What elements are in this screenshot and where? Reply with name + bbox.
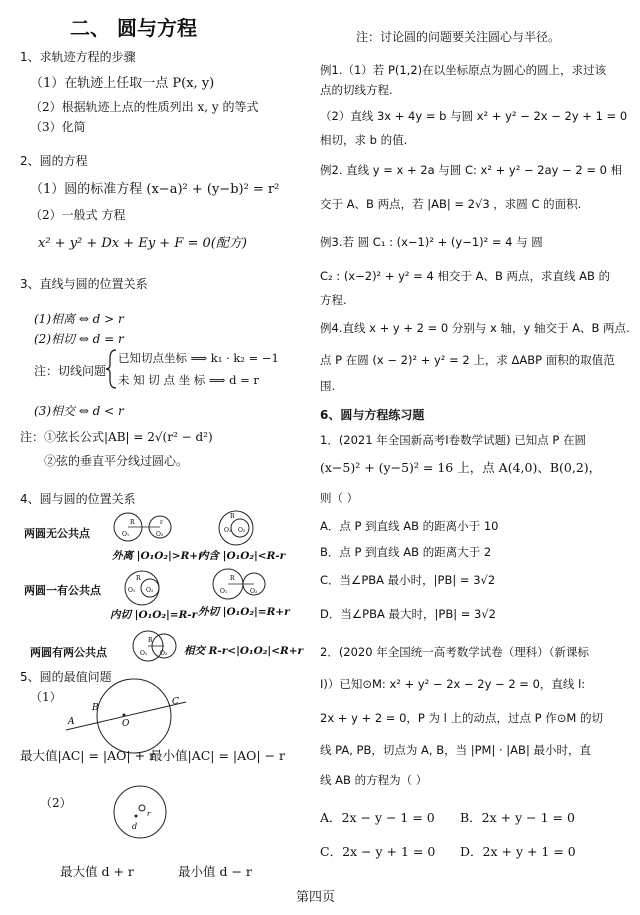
- example2-line2: 交于 A、B 两点，若 |AB| = 2√3 ，求圆 C 的面积.: [320, 197, 582, 211]
- intersecting-circles-diagram: [128, 628, 184, 664]
- brace-icon: [104, 348, 118, 390]
- s4-two-common-label: 两圆有两公共点: [30, 646, 107, 659]
- svg-text:R: R: [148, 637, 153, 644]
- s4-contain: 内含 |O₁O₂|<R-r: [198, 550, 286, 562]
- s3-perp-bisector: ②弦的垂直平分线过圆心。: [44, 454, 189, 468]
- section-title: 二、 圆与方程: [70, 16, 197, 40]
- s1-step1: （1）在轨迹上任取一点 P(x, y): [30, 76, 215, 91]
- s6-heading: 6、圆与方程练习题: [320, 408, 425, 422]
- svg-text:O₂: O₂: [238, 527, 246, 534]
- s2-general-label: （2）一般式 方程: [30, 208, 126, 222]
- svg-text:C: C: [172, 697, 179, 707]
- s3-separate: (1)相离 ⇔ d > r: [34, 312, 124, 326]
- q2-option-d: D．2x + y + 1 = 0: [460, 844, 576, 859]
- s5-min2: 最小值 d − r: [178, 864, 252, 879]
- q1-line3: 则（ ）: [320, 491, 359, 505]
- s5-part1: （1）: [30, 690, 62, 704]
- left-column: [0, 0, 318, 915]
- svg-text:O₂: O₂: [156, 531, 164, 538]
- s5-max2: 最大值 d + r: [60, 864, 134, 879]
- q2-line3: 2x + y + 2 = 0，P 为 l 上的动点，过点 P 作⊙M 的切: [320, 711, 603, 725]
- s4-intersect: 相交 R-r<|O₁O₂|<R+r: [184, 645, 304, 657]
- q2-line4: 线 PA, PB，切点为 A, B，当 |PM| · |AB| 最小时，直: [320, 743, 591, 757]
- example1-line2: 点的切线方程.: [320, 83, 393, 97]
- s4-separate: 外离 |O₁O₂|>R+r: [112, 550, 204, 562]
- q1-line2: (x−5)² + (y−5)² = 16 上，点 A(4,0)、B(0,2)，: [320, 460, 602, 475]
- svg-text:O₂: O₂: [250, 588, 258, 595]
- q1-option-d: D．当∠PBA 最大时，|PB| = 3√2: [320, 607, 496, 621]
- svg-text:O₁: O₁: [122, 531, 130, 538]
- svg-text:B: B: [92, 703, 99, 713]
- s3-case-known: 已知切点坐标 ⟹ k₁ · k₂ = −1: [118, 351, 279, 365]
- q1-option-b: B．点 P 到直线 AB 的距离大于 2: [320, 545, 492, 559]
- s4-external-tangent: 外切 |O₁O₂|=R+r: [198, 606, 290, 618]
- q2-option-c: C．2x − y + 1 = 0: [320, 844, 436, 859]
- s1-step3: （3）化简: [30, 120, 86, 134]
- s5-min1: 最小值|AC| = |AO| − r: [150, 748, 286, 763]
- q2-line5: 线 AB 的方程为（ ）: [320, 773, 428, 787]
- example4-line1: 例4.直线 x + y + 2 = 0 分别与 x 轴，y 轴交于 A、B 两点.: [320, 321, 630, 335]
- s2-general-eq: x² + y² + Dx + Ey + F = 0(配方): [38, 236, 247, 251]
- contained-circles-diagram: [212, 508, 262, 548]
- svg-text:O₁: O₁: [224, 527, 232, 534]
- q2-line1: 2．(2020 年全国统一高考数学试卷（理科）（新课标: [320, 645, 589, 659]
- svg-text:r: r: [160, 519, 163, 526]
- svg-text:O₁: O₁: [220, 588, 228, 595]
- s3-chord-formula: 注：①弦长公式|AB| = 2√(r² − d²): [20, 430, 213, 444]
- s4-heading: 4、圆与圆的位置关系: [20, 492, 136, 506]
- s3-tangent: (2)相切 ⇔ d = r: [34, 332, 124, 346]
- svg-text:d: d: [132, 822, 138, 831]
- svg-text:r: r: [147, 810, 151, 818]
- s1-step2: （2）根据轨迹上点的性质列出 x, y 的等式: [30, 100, 259, 114]
- example2-line1: 例2. 直线 y = x + 2a 与圆 C: x² + y² − 2ay − 2 = 0 相: [320, 163, 623, 177]
- s3-case-unknown: 未 知 切 点 坐 标 ⟹ d = r: [118, 373, 259, 387]
- right-column: [318, 0, 640, 915]
- example1-line3: （2）直线 3x + 4y = b 与圆 x² + y² − 2x − 2y + 1 = 0: [320, 109, 628, 123]
- q1-option-c: C．当∠PBA 最小时，|PB| = 3√2: [320, 573, 496, 587]
- svg-text:R: R: [136, 575, 141, 582]
- page-number: 第四页: [296, 890, 336, 905]
- example1-line4: 相切，求 b 的值.: [320, 133, 408, 147]
- example1-line1: 例1.（1）若 P(1,2)在以坐标原点为圆心的圆上，求过该: [320, 63, 607, 77]
- s3-intersect: (3)相交 ⇔ d < r: [34, 404, 124, 418]
- s4-one-common-label: 两圆一有公共点: [24, 584, 101, 597]
- s4-internal-tangent: 内切 |O₁O₂|=R-r: [110, 609, 198, 621]
- s1-heading: 1、求轨迹方程的步骤: [20, 50, 136, 64]
- svg-text:O₂: O₂: [146, 587, 154, 594]
- s2-standard: （1）圆的标准方程 (x−a)² + (y−b)² = r²: [30, 182, 280, 197]
- point-circle-diagram: [110, 782, 170, 842]
- q2-option-a: A．2x − y − 1 = 0: [320, 810, 435, 825]
- svg-text:O₁: O₁: [140, 650, 148, 657]
- s5-heading: 5、圆的最值问题: [20, 670, 112, 684]
- example3-line1: 例3.若 圆 C₁ : (x−1)² + (y−1)² = 4 与 圆: [320, 235, 543, 249]
- example4-line2: 点 P 在圆 (x − 2)² + y² = 2 上，求 ΔABP 面积的取值范: [320, 353, 615, 367]
- svg-text:A: A: [68, 717, 75, 727]
- example4-line3: 围.: [320, 379, 336, 393]
- svg-text:R: R: [230, 575, 235, 582]
- q2-option-b: B．2x + y − 1 = 0: [460, 810, 575, 825]
- note-top: 注：讨论圆的问题要关注圆心与半径。: [356, 30, 561, 44]
- svg-text:O₁: O₁: [128, 587, 136, 594]
- q1-line1: 1．(2021 年全国新高考Ⅰ卷数学试题) 已知点 P 在圆: [320, 433, 587, 447]
- s2-heading: 2、圆的方程: [20, 154, 88, 168]
- svg-text:R: R: [130, 519, 135, 526]
- s5-part2: （2）: [40, 796, 72, 810]
- line-circle-max-min-diagram: [60, 676, 200, 754]
- external-tangent-diagram: [208, 566, 274, 602]
- svg-text:O: O: [122, 719, 130, 729]
- svg-text:O₂: O₂: [160, 650, 168, 657]
- svg-text:R: R: [230, 513, 235, 520]
- s3-note-label: 注：切线问题: [34, 364, 107, 378]
- example3-line2: C₂ : (x−2)² + y² = 4 相交于 A、B 两点，求直线 AB 的: [320, 269, 611, 283]
- example3-line3: 方程.: [320, 293, 347, 307]
- separate-circles-diagram: [108, 510, 178, 544]
- s4-no-common-label: 两圆无公共点: [24, 527, 90, 540]
- q1-option-a: A．点 P 到直线 AB 的距离小于 10: [320, 519, 499, 533]
- s3-heading: 3、直线与圆的位置关系: [20, 277, 148, 291]
- internal-tangent-diagram: [118, 568, 168, 608]
- s5-max1: 最大值|AC| = |AO| + r: [20, 748, 156, 763]
- q2-line2: Ⅰ)）已知⊙M: x² + y² − 2x − 2y − 2 = 0，直线 l:: [320, 677, 586, 691]
